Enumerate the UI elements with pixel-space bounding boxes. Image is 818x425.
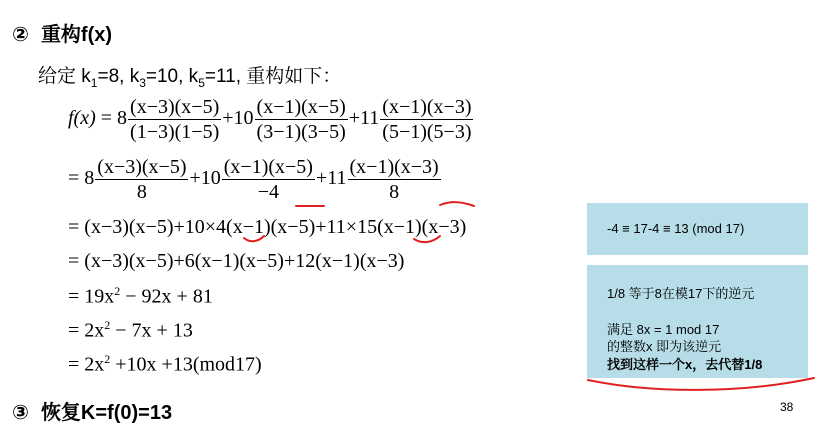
eq7-part-c: +10x +13(mod17) <box>110 353 262 376</box>
step2-title: 重构f(x) <box>40 24 113 46</box>
eq3-inverse-15: 15 <box>357 216 378 238</box>
eq5-exponent: 2 <box>114 284 121 298</box>
underline-4 <box>244 236 264 241</box>
eq-coef-10: +10 <box>222 107 254 130</box>
fraction2-1-numerator: (x−3)(x−5) <box>97 156 187 178</box>
eq5-part-c: − 92x + 81 <box>120 285 213 308</box>
fraction-1-numerator: (x−3)(x−5) <box>130 96 220 118</box>
fraction2-3-denominator: 8 <box>389 181 400 203</box>
eq-coef-8: = 8 <box>100 107 128 130</box>
eq2-coef-10: +10 <box>189 167 221 190</box>
eq3-part-c: (x−1)(x−5)+11× <box>226 216 358 238</box>
eq5-part-a: = 19x <box>68 285 115 308</box>
fraction-3-denominator: (5−1)(5−3) <box>382 121 472 143</box>
eq-coef-11: +11 <box>348 107 380 130</box>
eq2-coef-8: = 8 <box>68 167 95 190</box>
eq3-part-a: = (x−3)(x−5)+10× <box>68 216 217 238</box>
underline-8 <box>440 202 474 206</box>
note-inverse-line-1: 1/8 等于8在模17下的逆元 <box>607 286 755 301</box>
eq-lhs: f(x) <box>68 107 96 130</box>
k3-subscript: 3 <box>139 75 146 90</box>
k1-value: =8, k <box>97 66 140 87</box>
note-inverse-line-2: 满足 8x = 1 mod 17 <box>607 322 720 337</box>
page-number: 38 <box>780 400 794 414</box>
eq2-coef-11: +11 <box>315 167 347 190</box>
fraction-2-numerator: (x−1)(x−5) <box>256 96 346 118</box>
eq6-part-a: = 2x <box>68 319 105 342</box>
fraction-2-denominator: (3−1)(3−5) <box>256 121 346 143</box>
fraction2-1-denominator: 8 <box>136 181 147 203</box>
eq6-exponent: 2 <box>104 318 111 332</box>
k1-subscript: 1 <box>90 75 98 90</box>
eq7-part-a: = 2x <box>68 353 105 376</box>
step2-number: ② <box>12 22 29 46</box>
eq6-part-c: − 7x + 13 <box>110 319 193 342</box>
fraction-1-denominator: (1−3)(1−5) <box>130 121 220 143</box>
note-inverse-line-3: 的整数x 即为该逆元 <box>607 339 722 354</box>
eq3-part-e: (x−1)(x−3) <box>377 216 467 238</box>
note-inverse-line-4: 找到这样一个x，去代替1/8 <box>607 357 763 372</box>
underline-note-box <box>588 378 814 390</box>
underline-15 <box>414 236 440 242</box>
k5-value: =11, 重构如下： <box>204 66 342 87</box>
fraction2-2-numerator: (x−1)(x−5) <box>223 156 313 178</box>
intro-prefix: 给定 k <box>38 66 91 87</box>
step3-number: ③ <box>12 400 29 424</box>
eq3-inverse-4: 4 <box>216 216 227 238</box>
k5-subscript: 5 <box>198 75 205 90</box>
k3-value: =10, k <box>145 66 199 87</box>
fraction-3-numerator: (x−1)(x−3) <box>382 96 472 118</box>
fraction2-2-denominator: −4 <box>257 181 279 203</box>
step3-title: 恢复K=f(0)=13 <box>40 402 173 424</box>
note-mod-text: -4 ≡ 17-4 ≡ 13 (mod 17) <box>607 221 745 236</box>
eq7-exponent: 2 <box>104 352 111 366</box>
equation-line-4: = (x−3)(x−5)+6(x−1)(x−5)+12(x−1)(x−3) <box>68 250 405 272</box>
fraction2-3-numerator: (x−1)(x−3) <box>349 156 439 178</box>
